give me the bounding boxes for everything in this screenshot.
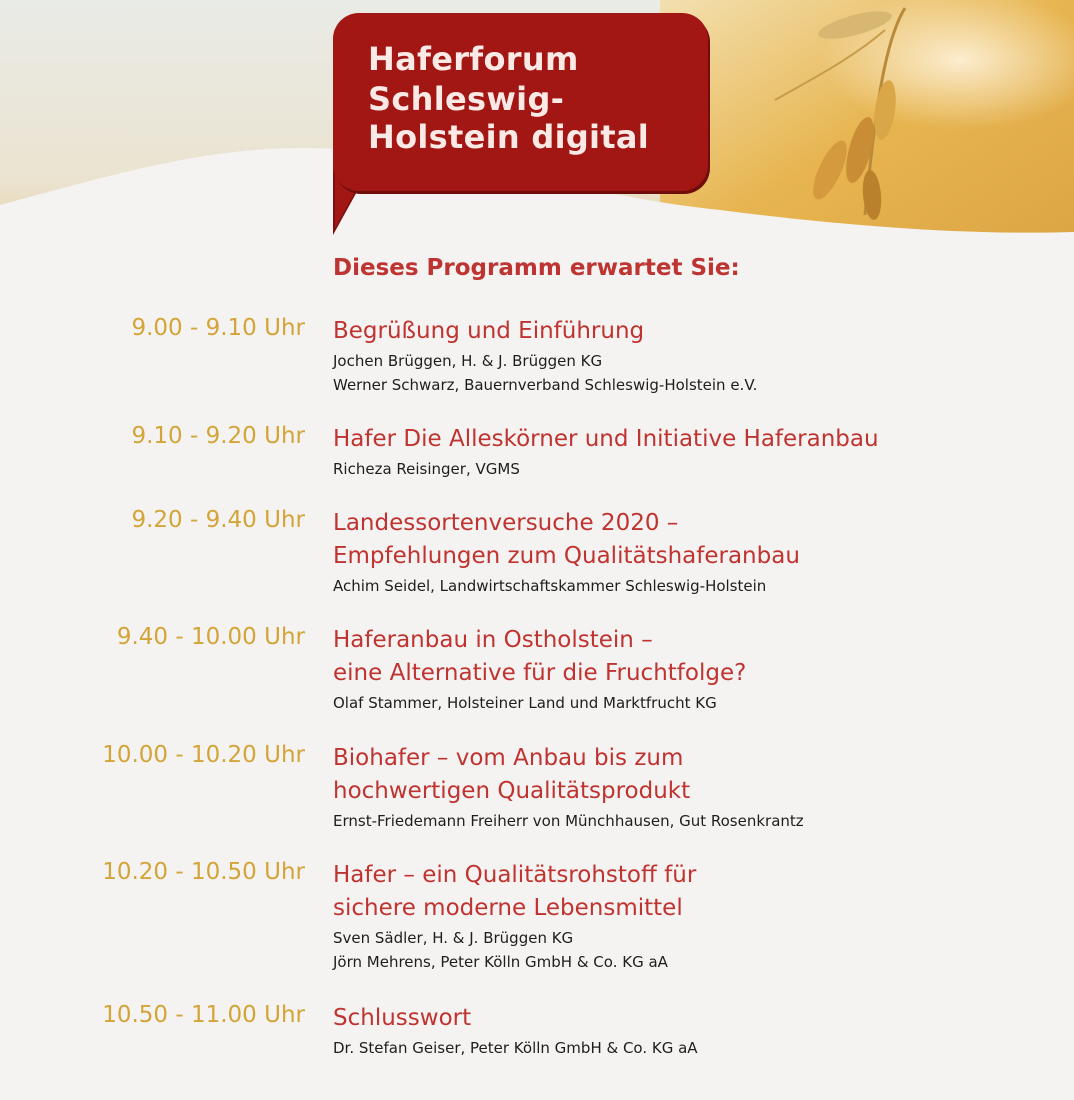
speaker: Ernst-Friedemann Freiherr von Münchhausen, Gut Rosenkrantz	[333, 812, 804, 830]
time-slot: 9.10 - 9.20 Uhr	[131, 423, 305, 449]
program-heading: Dieses Programm erwartet Sie:	[333, 255, 740, 281]
talk-title: Hafer Die Alleskörner und Initiative Haferanbau	[333, 426, 879, 452]
title-line-3: Holstein digital	[368, 118, 650, 156]
time-slot: 10.00 - 10.20 Uhr	[102, 742, 305, 768]
talk-title: Hafer – ein Qualitätsrohstoff für	[333, 862, 697, 888]
time-slot: 9.00 - 9.10 Uhr	[131, 315, 305, 341]
talk-title: Empfehlungen zum Qualitätshaferanbau	[333, 543, 800, 569]
title-line-2: Schleswig-	[368, 80, 565, 118]
title-line-1: Haferforum	[368, 40, 579, 78]
speaker: Richeza Reisinger, VGMS	[333, 460, 520, 478]
talk-title: hochwertigen Qualitätsprodukt	[333, 778, 691, 804]
talk-title: Biohafer – vom Anbau bis zum	[333, 745, 684, 771]
speaker: Jochen Brüggen, H. & J. Brüggen KG	[333, 352, 603, 370]
time-slot: 10.20 - 10.50 Uhr	[102, 859, 305, 885]
talk-title: Schlusswort	[333, 1005, 472, 1031]
time-slot: 9.20 - 9.40 Uhr	[131, 507, 305, 533]
speaker: Werner Schwarz, Bauernverband Schleswig-Holstein e.V.	[333, 376, 758, 394]
talk-title: sichere moderne Lebensmittel	[333, 895, 683, 921]
time-slot: 10.50 - 11.00 Uhr	[102, 1002, 305, 1028]
speaker: Achim Seidel, Landwirtschaftskammer Schleswig-Holstein	[333, 577, 767, 595]
speaker: Jörn Mehrens, Peter Kölln GmbH & Co. KG aA	[333, 953, 668, 971]
talk-title: Begrüßung und Einführung	[333, 318, 645, 344]
speaker: Dr. Stefan Geiser, Peter Kölln GmbH & Co. KG aA	[333, 1039, 698, 1057]
talk-title: Haferanbau in Ostholstein –	[333, 627, 653, 653]
talk-title: Landessortenversuche 2020 –	[333, 510, 679, 536]
speaker: Sven Sädler, H. & J. Brüggen KG	[333, 929, 574, 947]
time-slot: 9.40 - 10.00 Uhr	[116, 624, 305, 650]
talk-title: eine Alternative für die Fruchtfolge?	[333, 660, 747, 686]
speaker: Olaf Stammer, Holsteiner Land und Marktfrucht KG	[333, 694, 717, 712]
